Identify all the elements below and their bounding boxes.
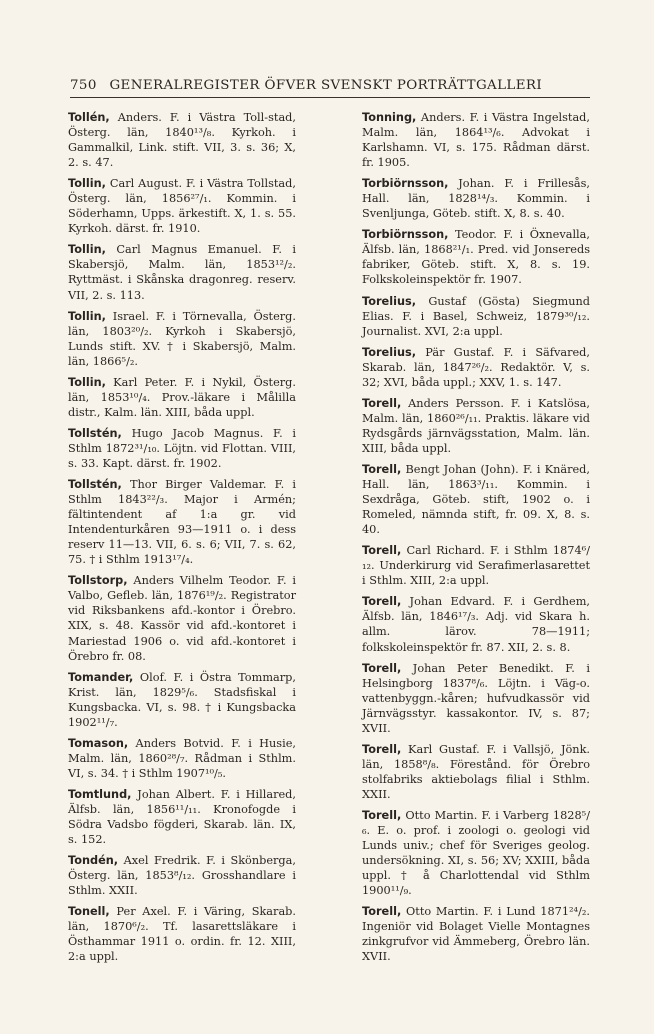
entry-text: Johan Albert. F. i Hillared, Älfsb. län, 1856¹¹/₁₁. Kronofogde i Södra Vadsbo fögderi, Skarab. län. IX, s. 152. xyxy=(68,787,296,847)
entry-name: Torelius, xyxy=(362,345,417,359)
entry-name: Tomtlund, xyxy=(68,787,132,801)
entry-text: Otto Martin. F. i Lund 1871²⁴/₂. Ingeniör vid Bolaget Vielle Montagnes zinkgrufvor vid Ämmeberg, Örebro län. XVII. xyxy=(362,905,590,964)
entry-text: Anders Persson. F. i Katslösa, Malm. län, 1860²⁶/₁₁. Praktis. läkare vid Rydsgårds järnvägsstation, Malm. län. XIII, båda uppl. xyxy=(362,396,591,455)
entry-name: Torell, xyxy=(362,808,402,822)
entry-name: Tomander, xyxy=(68,670,134,684)
entry-text: Karl Gustaf. F. i Vallsjö, Jönk. län, 1858⁸/₈. Förestånd. för Örebro stolfabriks aktiebolags filial i Sthlm. XXII. xyxy=(362,742,591,801)
entry-name: Torell, xyxy=(362,595,402,609)
entry-text: Pär Gustaf. F. i Säfvared, Skarab. län, 1847²⁶/₂. Redaktör. V, s. 32; XVI, båda uppl.; XXV, 1. s. 147. xyxy=(362,345,590,389)
entry-text: Anders Botvid. F. i Husie, Malm. län, 1860²⁸/₇. Rådman i Sthlm. VI, s. 34. † i Sthlm 1907¹⁰/₅. xyxy=(68,736,296,780)
entry-name: Tollstén, xyxy=(68,478,122,492)
entry-name: Tollin, xyxy=(68,309,106,323)
entry-name: Tomason, xyxy=(68,736,129,750)
entry-text: Otto Martin. F. i Varberg 1828⁵/₆. E. o. prof. i zoologi o. geologi vid Lunds univ.; chef för Sveriges geolog. undersökning. XI, s. 56; XV; XXIII, båda uppl. † å Charlottendal vid Sthlm 1900¹¹/₉. xyxy=(362,808,590,898)
entry-name: Tollén, xyxy=(68,111,110,124)
register-entry xyxy=(68,242,296,302)
register-entry xyxy=(68,477,296,567)
register-entry xyxy=(362,594,590,654)
register-entry xyxy=(362,227,590,287)
register-entry xyxy=(68,853,296,898)
register-entry xyxy=(362,543,590,588)
register-entry xyxy=(362,904,590,964)
register-entry xyxy=(68,904,296,964)
left-column xyxy=(68,110,296,970)
entry-text: Gustaf (Gösta) Siegmund Elias. F. i Basel, Schweiz, 1879³⁰/₁₂. Journalist. XVI, 2:a uppl. xyxy=(362,294,591,338)
entry-text: Anders. F. i Västra Ingelstad, Malm. län, 1864¹³/₆. Advokat i Karlshamn. VI, s. 175. Rådman därst. fr. 1905. xyxy=(362,111,591,170)
register-entry xyxy=(68,176,296,236)
entry-name: Torell, xyxy=(362,544,402,558)
entry-text: Hugo Jacob Magnus. F. i Sthlm 1872³¹/₁₀. Löjtn. vid Flottan. VIII, s. 33. Kapt. därst. fr. 1902. xyxy=(68,426,297,470)
register-entry xyxy=(362,176,590,221)
entry-text: Anders. F. i Västra Toll-stad, Österg. län, 1840¹³/₈. Kyrkoh. i Gammalkil, Link. stift. VII, 3. s. 36; X, 2. s. 47. xyxy=(68,111,296,170)
entry-name: Tonning, xyxy=(362,111,417,124)
entry-text: Carl August. F. i Västra Tollstad, Österg. län, 1856²⁷/₁. Kommin. i Söderhamn, Upps. ärkestift. X, 1. s. 55. Kyrkoh. därst. fr. 1910. xyxy=(68,177,296,236)
register-entry xyxy=(68,375,296,420)
entry-name: Torell, xyxy=(362,661,402,675)
register-entry xyxy=(362,110,590,170)
entry-text: Johan. F. i Frillesås, Hall. län, 1828¹⁴/₃. Kommin. i Svenljunga, Göteb. stift. X, 8. s. 40. xyxy=(362,177,591,221)
entry-text: Johan Peter Benedikt. F. i Helsingborg 1837⁸/₆. Löjtn. i Väg-o. vattenbyggn.-kåren; hufvudkassör vid Järnvägsstyr. kassakontor. IV, s. 87; XVII. xyxy=(362,661,591,735)
entry-text: Israel. F. i Törnevalla, Österg. län, 1803²⁰/₂. Kyrkoh i Skabersjö, Lunds stift. XV. † i Skabersjö, Malm. län, 1866⁵/₂. xyxy=(68,309,297,368)
register-entry xyxy=(68,736,296,781)
register-entry xyxy=(68,309,296,369)
register-entry xyxy=(362,345,590,390)
entry-name: Torell, xyxy=(362,396,402,410)
entry-name: Tollin, xyxy=(68,375,106,389)
entry-text: Karl Peter. F. i Nykil, Österg. län, 1853¹⁰/₄. Prov.-läkare i Målilla distr., Kalm. län. XIII, båda uppl. xyxy=(68,375,296,419)
entry-text: Anders Vilhelm Teodor. F. i Valbo, Gefleb. län, 1876¹⁹/₂. Registrator vid Riksbankens afd.-kontor i Örebro. XIX, s. 48. Kassör vid afd.-kontoret i Mariestad 1906 o. vid afd.-kontoret i Örebro fr. 08. xyxy=(68,574,297,663)
entry-text: Thor Birger Valdemar. F. i Sthlm 1843²²/₃. Major i Armén; fältintendent af 1:a gr. vid Intendenturkåren 93—1911 o. i dess reserv 11—13. VII, 6. s. 6; VII, 7. s. 62, 75. † i Sthlm 1913¹⁷/₄. xyxy=(68,478,297,567)
register-entry xyxy=(68,670,296,730)
entry-name: Tollstorp, xyxy=(68,574,128,588)
entry-name: Torell, xyxy=(362,742,402,756)
entry-text: Per Axel. F. i Väring, Skarab. län, 1870⁶/₂. Tf. lasarettsläkare i Östhammar 1911 o. ordin. fr. 12. XIII, 2:a uppl. xyxy=(68,905,296,964)
entry-name: Torbiörnsson, xyxy=(362,228,449,242)
entry-name: Torbiörnsson, xyxy=(362,177,449,191)
register-entry xyxy=(68,426,296,471)
register-entry xyxy=(362,294,590,339)
right-column xyxy=(362,110,590,970)
register-entry xyxy=(68,110,296,170)
entry-name: Tollin, xyxy=(68,177,106,191)
register-entry xyxy=(68,573,296,663)
page-number: 750 xyxy=(70,78,97,93)
entry-name: Tondén, xyxy=(68,854,119,868)
entry-text: Carl Magnus Emanuel. F. i Skabersjö, Malm. län, 1853¹²/₂. Ryttmäst. i Skånska dragonreg. reserv. VII, 2. s. 113. xyxy=(68,243,296,302)
register-entry xyxy=(68,787,296,847)
register-entry xyxy=(362,808,590,898)
entry-name: Tollstén, xyxy=(68,426,122,440)
entry-text: Teodor. F. i Öxnevalla, Älfsb. län, 1868²¹/₁. Pred. vid Jonsereds fabriker, Göteb. stift. X, 8. s. 19. Folkskoleinspektör fr. 1907. xyxy=(362,228,590,287)
entry-name: Torell, xyxy=(362,462,402,476)
entry-name: Tollin, xyxy=(68,243,106,257)
entry-text: Johan Edvard. F. i Gerdhem, Älfsb. län, 1846¹⁷/₃. Adj. vid Skara h. allm. lärov. 78—1911; folkskoleinspektör fr. 87. XII, 2. s. 8. xyxy=(362,595,591,654)
entry-text: Bengt Johan (John). F. i Knäred, Hall. län, 1863³/₁₁. Kommin. i Sexdråga, Göteb. stift, 1902 o. i Romeled, nämnda stift, fr. 09. X, 8. s. 40. xyxy=(362,462,590,537)
page-header xyxy=(70,78,590,98)
register-entry xyxy=(362,742,590,802)
entry-name: Torell, xyxy=(362,905,402,919)
entry-text: Carl Richard. F. i Sthlm 1874⁶/₁₂. Underkirurg vid Serafimerlasarettet i Sthlm. XIII, 2:a uppl. xyxy=(362,544,591,588)
page-title: GENERALREGISTER ÖFVER SVENSKT PORTRÄTTGALLERI xyxy=(109,78,543,93)
entry-text: Olof. F. i Östra Tommarp, Krist. län, 1829⁵/₆. Stadsfiskal i Kungsbacka. VI, s. 98. † i Kungsbacka 1902¹¹/₇. xyxy=(68,670,296,729)
register-entry xyxy=(362,661,590,736)
entry-name: Tonell, xyxy=(68,905,110,919)
entry-text: Axel Fredrik. F. i Skönberga, Österg. län, 1853⁸/₁₂. Grosshandlare i Sthlm. XXII. xyxy=(68,854,296,898)
register-entry xyxy=(362,462,590,537)
entry-name: Torelius, xyxy=(362,294,417,308)
register-entry xyxy=(362,396,590,456)
